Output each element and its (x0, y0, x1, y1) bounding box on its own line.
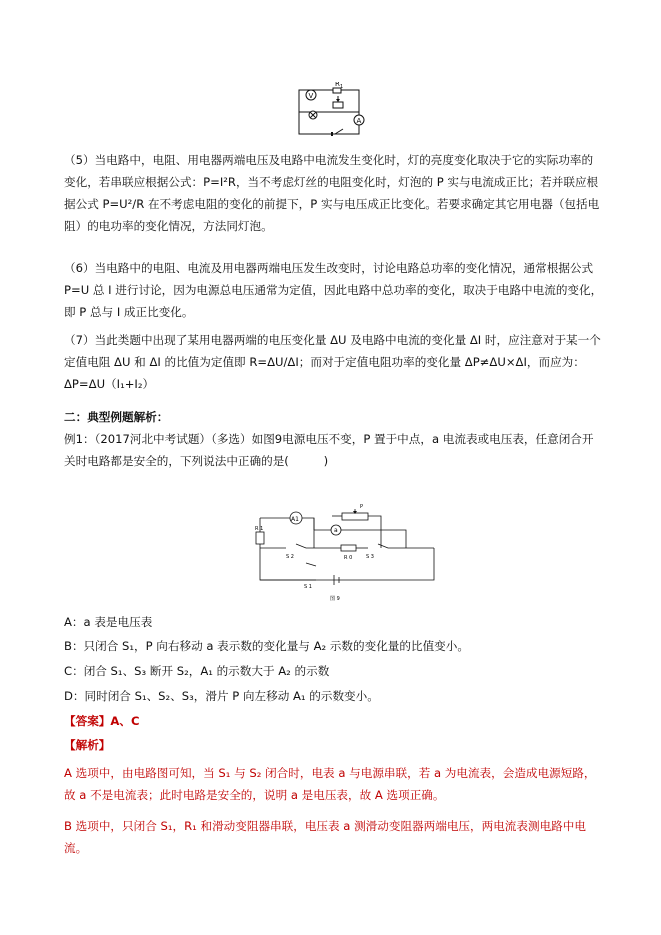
svg-text:1: 1 (340, 84, 344, 90)
s3-label: S 3 (366, 554, 374, 560)
answer: 【答案】A、C (64, 714, 140, 728)
s2-label: S 2 (286, 554, 294, 560)
slider-p-label: P (360, 504, 364, 510)
paragraph-6: （6）当电路中的电阻、电流及用电器两端电压发生改变时，讨论电路总功率的变化情况，通常根据公式 P=U 总 I 进行讨论，因为电源总电压通常为定值，因此电路中总功率的变化，取决于电路中电流的变化，即 P 总与 I 成正比变化。 (64, 261, 603, 319)
meter-a-label: a (334, 527, 338, 534)
figure-9-circuit (246, 500, 446, 605)
a1-meter-label: A1 (291, 516, 299, 523)
option-b: B：只闭合 S₁，P 向右移动 a 表示数的变化量与 A₂ 示数的变化量的比值变小。 (64, 639, 469, 653)
analysis-title: 【解析】 (64, 738, 111, 752)
example-question: 例1：（2017河北中考试题）（多选）如图9电源电压不变，P 置于中点，a 电流表或电压表，任意闭合开关时电路都是安全的，下列说法中正确的是( ) (64, 432, 594, 468)
figure-9-caption: 图 9 (330, 596, 340, 602)
paragraph-7: （7）当此类题中出现了某用电器两端的电压变化量 ΔU 及电路中电流的变化量 ΔI 时，应注意对于某一个定值电阻 ΔU 和 ΔI 的比值为定值即 R=ΔU/ΔI；而对于定值电阻功率的变化量 ΔP≠ΔU×ΔI，而应为：ΔP=ΔU（I₁+I₂） (64, 333, 601, 391)
ammeter-label: A (356, 117, 362, 125)
section-title: 二：典型例题解析： (64, 410, 169, 424)
r0-label: R 0 (344, 555, 353, 561)
s1-label: S 1 (304, 584, 312, 590)
top-circuit-diagram (295, 82, 375, 138)
analysis-paragraph-2: B 选项中，只闭合 S₁，R₁ 和滑动变阻器串联，电压表 a 测滑动变阻器两端电压，两电流表测电路中电流。 (64, 819, 586, 855)
paragraph-5: （5）当电路中，电阻、用电器两端电压及电路中电流发生变化时，灯的亮度变化取决于它的实际功率的变化，若串联应根据公式：P=I²R，当不考虑灯丝的电阻变化时，灯泡的 P 实与电流成正比；若并联应根据公式 P=U²/R 在不考虑电阻的变化的前提下，P 实与电压成正比变化。若要求确定其它用电器（包括电阻）的电功率的变化情况，方法同灯泡。 (64, 153, 600, 233)
r1-label: R (335, 82, 340, 88)
option-a: A：a 表是电压表 (64, 615, 153, 629)
voltmeter-label: V (308, 92, 314, 100)
analysis-paragraph-1: A 选项中，由电路图可知，当 S₁ 与 S₂ 闭合时，电表 a 与电源串联，若 a 为电流表，会造成电源短路，故 a 不是电流表；此时电路是安全的，说明 a 是电压表，故 A 选项正确。 (64, 766, 596, 802)
r1-label: R 1 (255, 526, 264, 532)
option-c: C：闭合 S₁、S₃ 断开 S₂，A₁ 的示数大于 A₂ 的示数 (64, 664, 330, 678)
option-d: D：同时闭合 S₁、S₂、S₃，滑片 P 向左移动 A₁ 的示数变小。 (64, 689, 379, 703)
